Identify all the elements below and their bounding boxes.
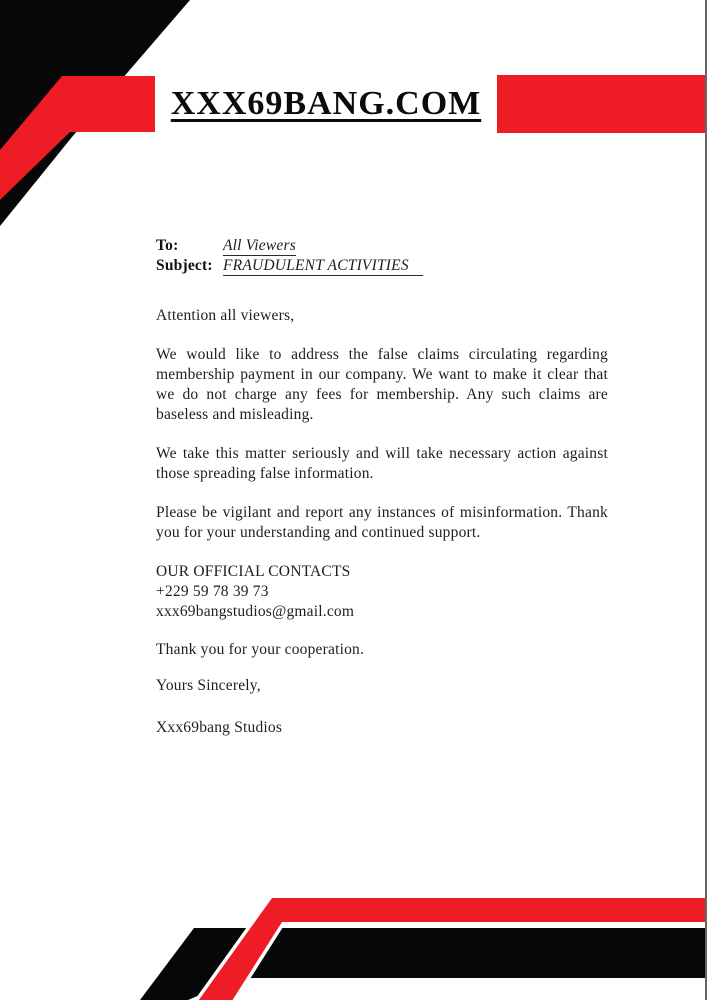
to-label: To:: [156, 237, 179, 254]
contact-phone: +229 59 78 39 73: [156, 583, 269, 600]
header-red-banner-right: [497, 75, 707, 133]
recipient-block: [156, 236, 608, 276]
contact-email: xxx69bangstudios@gmail.com: [156, 603, 355, 620]
subject-label: Subject:: [156, 257, 213, 274]
letterhead-title: XXX69BANG.COM: [170, 84, 482, 122]
contacts-block: [156, 562, 608, 622]
paragraph-vigilance: Please be vigilant and report any instances of misinformation. Thank you for your understanding and continued support.: [156, 504, 608, 541]
sign-off: Yours Sincerely,: [156, 677, 261, 694]
letter-content: [156, 236, 608, 738]
paragraph-claims: We would like to address the false claims circulating regarding membership payment in our company. We want to make it clear that we do not charge any fees for membership. Any such claims are baseless and misleading.: [156, 346, 608, 423]
contacts-heading: OUR OFFICIAL CONTACTS: [156, 563, 351, 580]
subject-value: FRAUDULENT ACTIVITIES: [223, 257, 423, 276]
to-line: [156, 236, 608, 256]
salutation: Attention all viewers,: [156, 307, 295, 324]
to-value: All Viewers: [223, 237, 296, 254]
signature: Xxx69bang Studios: [156, 719, 283, 736]
paragraph-action: We take this matter seriously and will take necessary action against those spreading false information.: [156, 445, 608, 482]
cooperation-line: Thank you for your cooperation.: [156, 641, 365, 658]
subject-line: [156, 256, 608, 276]
